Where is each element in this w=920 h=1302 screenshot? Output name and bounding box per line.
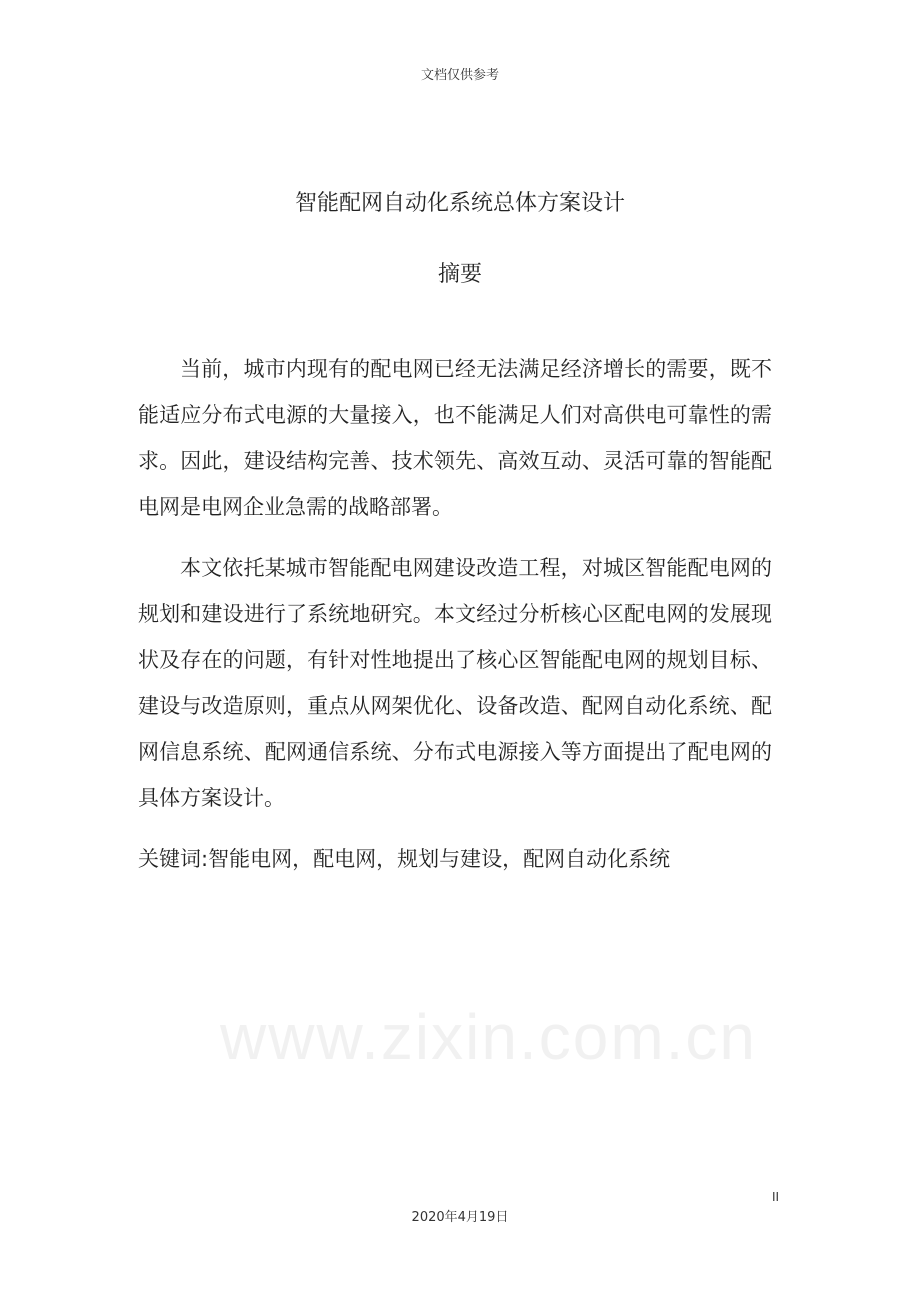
abstract-paragraph-1: 当前，城市内现有的配电网已经无法满足经济增长的需要，既不能适应分布式电源的大量接入，也不能满足人们对高供电可靠性的需求。因此，建设结构完善、技术领先、高效互动、灵活可靠的智能配电网是电网企业急需的战略部署。 <box>138 357 772 519</box>
keywords-line: 关键词:智能电网，配电网，规划与建设，配网自动化系统 <box>138 847 671 871</box>
abstract-body <box>138 346 772 882</box>
header-note: 文档仅供参考 <box>420 68 499 83</box>
footer-date: 2020年4月19日 <box>411 1210 509 1225</box>
page-number: II <box>772 1190 780 1204</box>
abstract-heading: 摘要 <box>437 262 482 287</box>
document-title: 智能配网自动化系统总体方案设计 <box>294 191 625 216</box>
watermark: www.zixin.com.cn <box>220 1001 757 1073</box>
abstract-paragraph-2: 本文依托某城市智能配电网建设改造工程，对城区智能配电网的规划和建设进行了系统地研究。本文经过分析核心区配电网的发展现状及存在的问题，有针对性地提出了核心区智能配电网的规划目标、建设与改造原则，重点从网架优化、设备改造、配网自动化系统、配网信息系统、配网通信系统、分布式电源接入等方面提出了配电网的具体方案设计。 <box>138 556 772 810</box>
